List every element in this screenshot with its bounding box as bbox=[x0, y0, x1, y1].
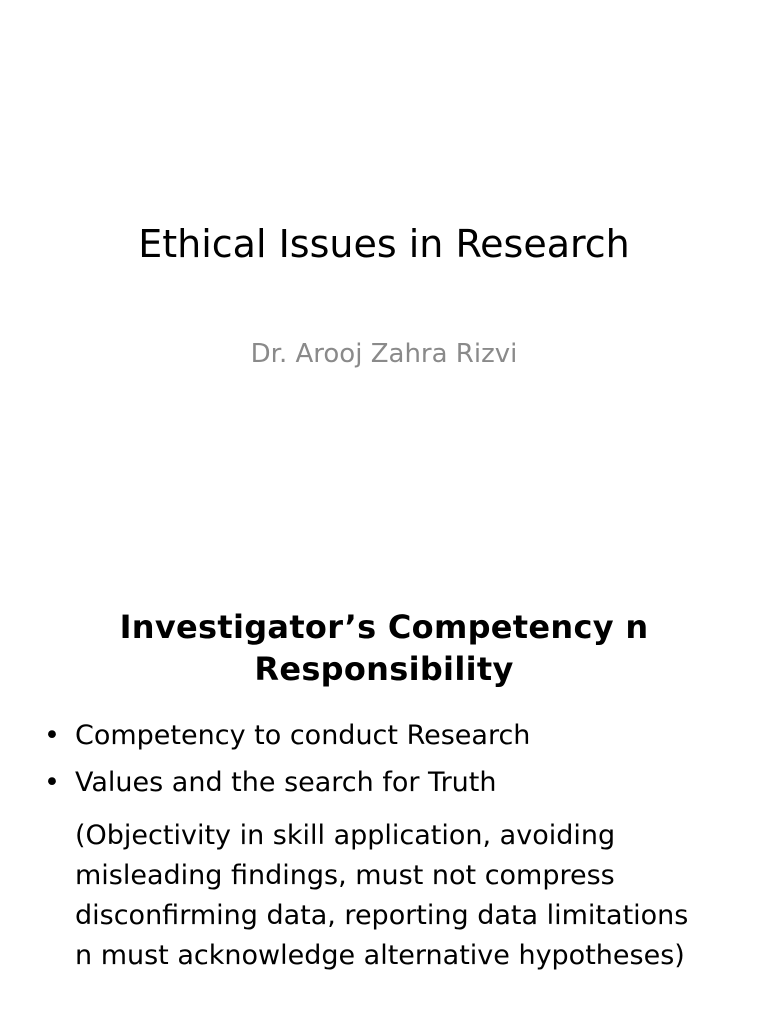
explanation-paragraph bbox=[75, 816, 715, 976]
paragraph-line: misleading findings, must not compress bbox=[75, 860, 615, 891]
paragraph-line: disconfirming data, reporting data limitations bbox=[75, 900, 689, 931]
paragraph-line: (Objectivity in skill application, avoiding bbox=[75, 820, 616, 851]
bullet-icon: • bbox=[44, 767, 60, 798]
bullet-item bbox=[0, 716, 768, 756]
presentation-title: Ethical Issues in Research bbox=[138, 222, 630, 266]
presentation-author: Dr. Arooj Zahra Rizvi bbox=[250, 339, 518, 369]
content-slide bbox=[0, 576, 768, 1024]
bullet-list bbox=[0, 716, 768, 810]
slide-heading bbox=[40, 606, 728, 690]
bullet-icon: • bbox=[44, 720, 60, 751]
bullet-text: Competency to conduct Research bbox=[75, 720, 531, 751]
bullet-item bbox=[0, 763, 768, 803]
slide-heading-line: Responsibility bbox=[254, 650, 514, 688]
bullet-text: Values and the search for Truth bbox=[75, 767, 497, 798]
slide-heading-line: Investigator’s Competency n bbox=[119, 608, 649, 646]
paragraph-line: n must acknowledge alternative hypotheses) bbox=[75, 940, 685, 971]
